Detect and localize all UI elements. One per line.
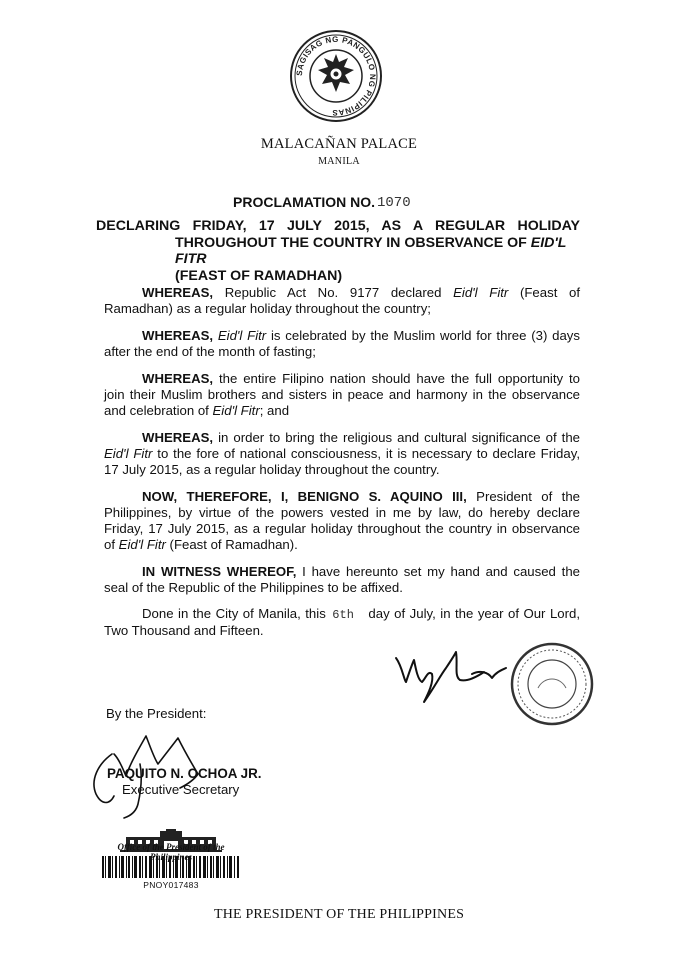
- presidential-seal-icon: [288, 28, 384, 124]
- paragraph-text: day of July, in the year of Our Lord, Two Thousand and Fifteen.: [104, 606, 580, 638]
- title-line-2: [96, 235, 580, 268]
- paragraph-lead: WHEREAS,: [142, 430, 214, 445]
- office-stamp-text: Office of the President of the: [117, 842, 225, 852]
- dry-seal-icon: [508, 640, 596, 728]
- seal-ring-text: SAGISAG NG PANGULO NG PILIPINAS: [294, 34, 378, 118]
- footer-title: THE PRESIDENT OF THE PHILIPPINES: [213, 907, 465, 922]
- title-line-2-text: THROUGHOUT THE COUNTRY IN OBSERVANCE OF: [175, 234, 531, 251]
- paragraph-text: (Feast of Ramadhan) as a regular holiday throughout the country;: [104, 285, 581, 316]
- paragraph-emphasis: Eid'l Fitr: [217, 328, 267, 343]
- paragraph-lead: WHEREAS,: [142, 285, 214, 300]
- paragraph-emphasis: Eid'l Fitr: [453, 285, 509, 300]
- proclamation-number: 1070: [377, 195, 411, 211]
- whereas-paragraph-3: [104, 371, 580, 419]
- title-line-2-emphasis: EID'L FITR: [175, 234, 567, 267]
- title-line-3: (FEAST OF RAMADHAN): [175, 267, 343, 284]
- paragraph-text: (Feast of Ramadhan).: [165, 537, 298, 552]
- palace-heading: MALACAÑAN PALACE: [260, 136, 418, 152]
- paragraph-emphasis: Eid'l Fitr: [104, 446, 153, 461]
- paragraph-lead: NOW, THEREFORE, I, BENIGNO S. AQUINO III,: [142, 489, 467, 504]
- paragraph-lead: WHEREAS,: [142, 371, 214, 386]
- paragraph-text: ; and: [259, 403, 290, 418]
- president-signature-icon: [388, 636, 518, 706]
- secretary-title: Executive Secretary: [122, 782, 240, 797]
- paragraph-text: in order to bring the religious and cultural significance of the: [213, 430, 580, 445]
- title-line-1: DECLARING FRIDAY, 17 JULY 2015, AS A REGULAR HOLIDAY: [96, 218, 580, 234]
- barcode-icon: [100, 856, 242, 878]
- paragraph-text: to the fore of national consciousness, it is necessary to declare Friday, 17 July 2015, as a regular holiday throughout the country.: [104, 446, 581, 477]
- paragraph-lead: WHEREAS,: [142, 328, 214, 343]
- declaration-paragraph: [104, 489, 580, 553]
- paragraph-text: I have hereunto set my hand and caused the seal of the Republic of the Philippines to be affixed.: [104, 564, 580, 595]
- whereas-paragraph-4: [104, 430, 580, 478]
- paragraph-text: Republic Act No. 9177 declared: [213, 285, 454, 300]
- city-heading: MANILA: [318, 156, 360, 167]
- paragraph-text: Done in the City of Manila, this: [142, 606, 326, 621]
- barcode-number: PNOY017483: [143, 880, 199, 890]
- by-the-president-label: By the President:: [106, 706, 207, 721]
- witness-paragraph: [104, 564, 580, 596]
- proclamation-label: PROCLAMATION NO.: [233, 194, 376, 210]
- dated-paragraph: [104, 606, 580, 639]
- paragraph-lead: IN WITNESS WHEREOF,: [142, 564, 297, 579]
- paragraph-text: the entire Filipino nation should have the full opportunity to join their Muslim brothers and sisters in peace and harmony in the observance and celebration of: [104, 371, 580, 418]
- paragraph-emphasis: Eid'l Fitr: [118, 537, 166, 552]
- paragraph-text: President of the Philippines, by virtue of the powers vested in me by law, do hereby declare Friday, 17 July 2015, as a regular holiday throughout the country in observance of: [104, 489, 580, 552]
- paragraph-emphasis: Eid'l Fitr: [212, 403, 260, 418]
- whereas-paragraph-2: [104, 328, 580, 360]
- secretary-name: PAQUITO N. OCHOA JR.: [107, 766, 262, 781]
- whereas-paragraph-1: [104, 285, 580, 317]
- proclamation-title: [96, 218, 580, 284]
- paragraph-text: is celebrated by the Muslim world for three (3) days after the end of the month of fasting;: [104, 328, 580, 359]
- date-day-fill: 6th: [332, 608, 354, 622]
